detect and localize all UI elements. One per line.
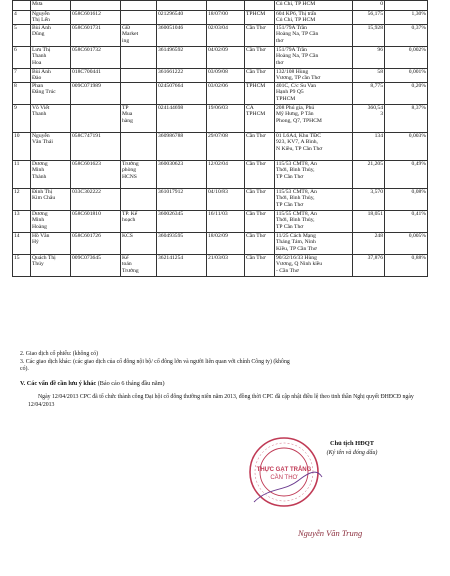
cell-acct: 058C601810 [71, 211, 121, 233]
signature-name: Nguyễn Văn Trung [298, 528, 363, 538]
cell-place [245, 1, 275, 11]
cell-cmnd: 360493595 [157, 233, 207, 255]
cell-acct [71, 105, 121, 133]
cell-addr: 208 Phú gia, Phú Mỹ Hưng, P Tân Phong, Q7, TPHCM [275, 105, 353, 133]
cell-no: 14 [13, 233, 31, 255]
cell-acct: 058C601726 [71, 233, 121, 255]
cell-date: 19/06/03 [207, 105, 245, 133]
cell-pos: Trưởng phòng HCNS [121, 161, 157, 189]
cell-date: 02/03/04 [207, 25, 245, 47]
cell-date: 12/02/04 [207, 161, 245, 189]
table-row [13, 161, 428, 189]
cell-name: Bùi Anh Dũng [31, 25, 71, 47]
cell-date: 04/10/83 [207, 189, 245, 211]
table-row [13, 1, 428, 11]
table-row [13, 211, 428, 233]
cell-cmnd: 360051046 [157, 25, 207, 47]
cell-name: Võ Viết Thanh [31, 105, 71, 133]
cell-pct: 0,003% [385, 133, 428, 161]
cell-addr: 11/25 Cách Mạng Tháng Tám, Ninh Kiều, TP Cần Thơ [275, 233, 353, 255]
cell-pos [121, 47, 157, 69]
cell-date [207, 1, 245, 11]
cell-date: 03/02/06 [207, 83, 245, 105]
table-row [13, 105, 428, 133]
section-heading-main: V. Các vấn đề cần lưu ý khác [20, 380, 97, 387]
cell-date: 16/11/03 [207, 211, 245, 233]
table-row [13, 189, 428, 211]
cell-pos [121, 133, 157, 161]
cell-place: Cần Thơ [245, 25, 275, 47]
cell-cmnd: 361496592 [157, 47, 207, 69]
cell-cmnd: 361017912 [157, 189, 207, 211]
cell-pct: 0,20% [385, 83, 428, 105]
cell-place: CA TPHCM [245, 105, 275, 133]
table-row [13, 255, 428, 277]
cell-place: Cần Thơ [245, 211, 275, 233]
cell-no: 10 [13, 133, 31, 161]
cell-date: 21/03/03 [207, 255, 245, 277]
cell-pos: KCS [121, 233, 157, 255]
cell-shares: 3,570 [353, 189, 385, 211]
cell-acct: 058C601732 [71, 47, 121, 69]
cell-acct [71, 1, 121, 11]
cell-addr: 604 KP6, Thị trấn Củ Chi, TP HCM [275, 11, 353, 25]
cell-shares: 134 [353, 133, 385, 161]
cell-no: 4 [13, 11, 31, 25]
cell-pos [121, 11, 157, 25]
cell-pct: 0,41% [385, 211, 428, 233]
section-heading-suffix: (Báo cáo 6 tháng đầu năm) [96, 380, 165, 387]
cell-addr: 151/79A Trần Hoàng Na, TP Cần thơ [275, 47, 353, 69]
cell-name: Lưu Thị Thanh Hoa [31, 47, 71, 69]
cell-pos: Kế toán Trưởng [121, 255, 157, 277]
svg-text:THỰC GẠT TRẮNG: THỰC GẠT TRẮNG [256, 467, 312, 473]
cell-shares: 18,051 [353, 211, 385, 233]
signature-title: Chủ tịch HĐQT [329, 440, 375, 447]
cell-acct: 058C601731 [71, 25, 121, 47]
cell-addr: 90/32/16/33 Hùng Vương, Q Ninh kiều - Cần Thơ [275, 255, 353, 277]
cell-pos: TP Mua hàng [121, 105, 157, 133]
cell-place: Cần Thơ [245, 133, 275, 161]
cell-name: Quách Thị Thúy [31, 255, 71, 277]
cell-shares: 56,175 [353, 11, 385, 25]
cell-pct: 0,08% [385, 189, 428, 211]
cell-acct: 058C601612 [71, 11, 121, 25]
cell-addr: 115/53 CMT8, An Thới, Bình Thủy, TP Cần Thơ [275, 189, 353, 211]
cell-place: TPHCM [245, 83, 275, 105]
cell-cmnd: 360026345 [157, 211, 207, 233]
cell-shares: 96 [353, 47, 385, 69]
cell-pos: TP. Kế hoạch [121, 211, 157, 233]
cell-date: 29/07/08 [207, 133, 245, 161]
cell-pct: 8,37% [385, 105, 428, 133]
cell-place: Cần Thơ [245, 47, 275, 69]
note-other-trades: 3. Các giao dịch khác: (các giao dịch của cổ đông nội bộ/ cổ đông lớn và người liên quan với chính Công ty) (không có). [20, 359, 290, 372]
cell-date: 04/02/09 [207, 47, 245, 69]
cell-pct: 1,30% [385, 11, 428, 25]
cell-name: Hồ Văn Hỷ [31, 233, 71, 255]
cell-shares: 0 [353, 1, 385, 11]
cell-shares: 8,775 [353, 83, 385, 105]
cell-no: 15 [13, 255, 31, 277]
cell-pos: GĐ Market ing [121, 25, 157, 47]
cell-name: Bùi Anh Đào [31, 69, 71, 83]
cell-place: Cần Thơ [245, 161, 275, 189]
table-row [13, 47, 428, 69]
cell-pct: 0,005% [385, 233, 428, 255]
cell-name: Nguyễn Văn Thái [31, 133, 71, 161]
section-heading [20, 380, 165, 387]
cell-pos [121, 83, 157, 105]
note-trade: 2. Giao dịch cổ phiếu: (không có) [20, 351, 99, 357]
cell-no: 8 [13, 83, 31, 105]
cell-shares: 248 [353, 233, 385, 255]
cell-addr: 01 L6A4, Khu TĐC 923, KV7, A Bình, N Kiều, TP Cần Thơ [275, 133, 353, 161]
cell-pct [385, 1, 428, 11]
cell-date: 18/07/00 [207, 11, 245, 25]
cell-place: TPHCM [245, 11, 275, 25]
table-row [13, 25, 428, 47]
cell-shares: 21,205 [353, 161, 385, 189]
cell-place: Cần Thơ [245, 69, 275, 83]
cell-acct: 009C071989 [71, 83, 121, 105]
cell-name: Dương Minh Thành [31, 161, 71, 189]
cell-pos [121, 1, 157, 11]
cell-place: Cần Thơ [245, 233, 275, 255]
cell-name: Mưa [31, 1, 71, 11]
cell-no: 5 [13, 25, 31, 47]
cell-no: 11 [13, 161, 31, 189]
cell-pos [121, 69, 157, 83]
cell-addr: 115/55 CMT8, An Thới, Bình Thủy, TP Cần Thơ [275, 211, 353, 233]
section-paragraph: Ngày 12/04/2013 CPC đã tổ chức thành công Đại hội cổ đông thường niên năm 2013, đồng thời CPC đã cập nhật điều lệ theo tinh thần Nghị quyết ĐHĐCĐ ngày 12/04/2013 [28, 394, 414, 408]
cell-acct: 033C302222 [71, 189, 121, 211]
cell-addr: 401C, C/c Su Van Hạnh P9 Q5 TPHCM [275, 83, 353, 105]
table-row [13, 11, 428, 25]
cell-acct: 058C747191 [71, 133, 121, 161]
cell-name: Đinh Thị Kim Châu [31, 189, 71, 211]
cell-pct: 0,88% [385, 255, 428, 277]
cell-shares: 58 [353, 69, 385, 83]
cell-addr: 132/108 Hùng Vương, TP cần Thơ [275, 69, 353, 83]
cell-cmnd: 361661222 [157, 69, 207, 83]
cell-name: Nguyễn Thị Lến [31, 11, 71, 25]
table-row [13, 69, 428, 83]
cell-acct: 018C700441 [71, 69, 121, 83]
svg-text:CẦN THƠ: CẦN THƠ [270, 475, 298, 481]
cell-place: Cần Thơ [245, 189, 275, 211]
cell-no: 9 [13, 105, 31, 133]
cell-cmnd: 021296540 [157, 11, 207, 25]
cell-cmnd: 360030623 [157, 161, 207, 189]
table-row [13, 133, 428, 161]
cell-shares: 15,928 [353, 25, 385, 47]
cell-no: 6 [13, 47, 31, 69]
cell-date: 18/02/09 [207, 233, 245, 255]
cell-name: Phan Đăng Trúc [31, 83, 71, 105]
cell-acct: 058C601623 [71, 161, 121, 189]
cell-addr: 151/79A Trần Hoàng Na, TP Cần thơ [275, 25, 353, 47]
cell-acct: 009C073645 [71, 255, 121, 277]
cell-date: 03/09/08 [207, 69, 245, 83]
cell-pct: 0,001% [385, 69, 428, 83]
cell-no: 12 [13, 189, 31, 211]
cell-cmnd: 362141254 [157, 255, 207, 277]
cell-cmnd [157, 1, 207, 11]
cell-name: Dương Minh Hoàng [31, 211, 71, 233]
cell-shares: 360,54 3 [353, 105, 385, 133]
cell-pos [121, 189, 157, 211]
cell-addr: Củ Chi, TP HCM [275, 1, 353, 11]
cell-pct: 0,37% [385, 25, 428, 47]
cell-addr: 115/53 CMT8, An Thới, Bình Thủy, TP Cần Thơ [275, 161, 353, 189]
cell-cmnd: 024144698 [157, 105, 207, 133]
cell-cmnd: 360986788 [157, 133, 207, 161]
table-row [13, 83, 428, 105]
cell-cmnd: 024507664 [157, 83, 207, 105]
cell-place: Cần Thơ [245, 255, 275, 277]
shareholder-table [12, 0, 428, 277]
cell-no: 7 [13, 69, 31, 83]
signature-subtitle: (Ký tên và đóng dấu) [326, 450, 378, 456]
cell-shares: 37,876 [353, 255, 385, 277]
cell-pct: 0,002% [385, 47, 428, 69]
cell-no [13, 1, 31, 11]
table-row [13, 233, 428, 255]
cell-pct: 0,49% [385, 161, 428, 189]
cell-no: 13 [13, 211, 31, 233]
